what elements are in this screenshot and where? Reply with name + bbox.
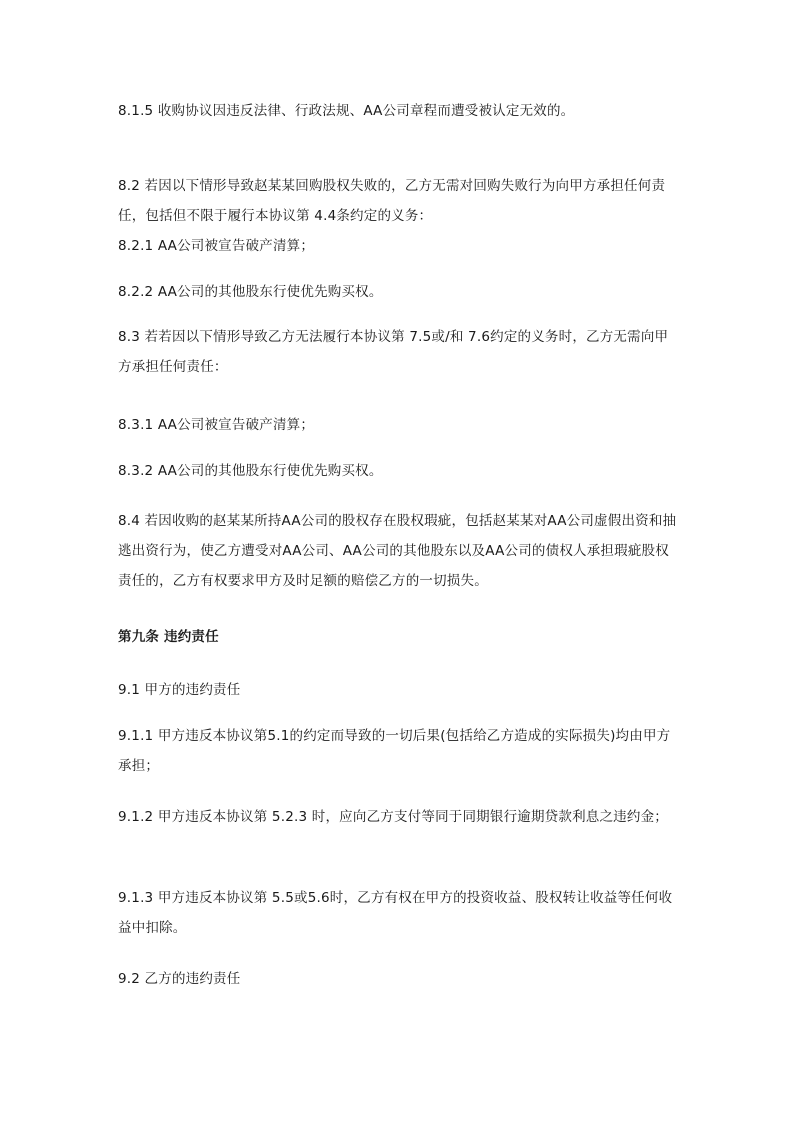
clause-8-2: 8.2 若因以下情形导致赵某某回购股权失败的，乙方无需对回购失败行为向甲方承担任何责任，包括但不限于履行本协议第 4.4条约定的义务： <box>118 178 666 224</box>
clause-9-1-1: 9.1.1 甲方违反本协议第5.1的约定而导致的一切后果(包括给乙方造成的实际损失)均由甲方承担； <box>118 728 671 774</box>
clause-9-1-2: 9.1.2 甲方违反本协议第 5.2.3 时，应向乙方支付等同于同期银行逾期贷款利息之违约金； <box>118 809 668 825</box>
clause-8-2-2: 8.2.2 AA公司的其他股东行使优先购买权。 <box>118 284 383 300</box>
clause-8-1-5: 8.1.5 收购协议因违反法律、行政法规、AA公司章程而遭受被认定无效的。 <box>118 103 575 119</box>
clause-8-3: 8.3 若若因以下情形导致乙方无法履行本协议第 7.5或/和 7.6约定的义务时，乙方无需向甲方承担任何责任： <box>118 329 669 375</box>
clause-9-1-3: 9.1.3 甲方违反本协议第 5.5或5.6时，乙方有权在甲方的投资收益、股权转让收益等任何收益中扣除。 <box>118 890 673 936</box>
clause-8-3-2: 8.3.2 AA公司的其他股东行使优先购买权。 <box>118 463 383 479</box>
clause-8-3-1: 8.3.1 AA公司被宣告破产清算； <box>118 417 315 433</box>
clause-9-2: 9.2 乙方的违约责任 <box>118 971 241 987</box>
section-heading-article-9: 第九条 违约责任 <box>118 629 219 645</box>
clause-8-2-1: 8.2.1 AA公司被宣告破产清算； <box>118 238 315 254</box>
clause-8-4: 8.4 若因收购的赵某某所持AA公司的股权存在股权瑕疵，包括赵某某对AA公司虚假出资和抽逃出资行为，使乙方遭受对AA公司、AA公司的其他股东以及AA公司的债权人承担瑕疵股权责任的，乙方有权要求甲方及时足额的赔偿乙方的一切损失。 <box>118 513 677 589</box>
clause-9-1: 9.1 甲方的违约责任 <box>118 682 241 698</box>
